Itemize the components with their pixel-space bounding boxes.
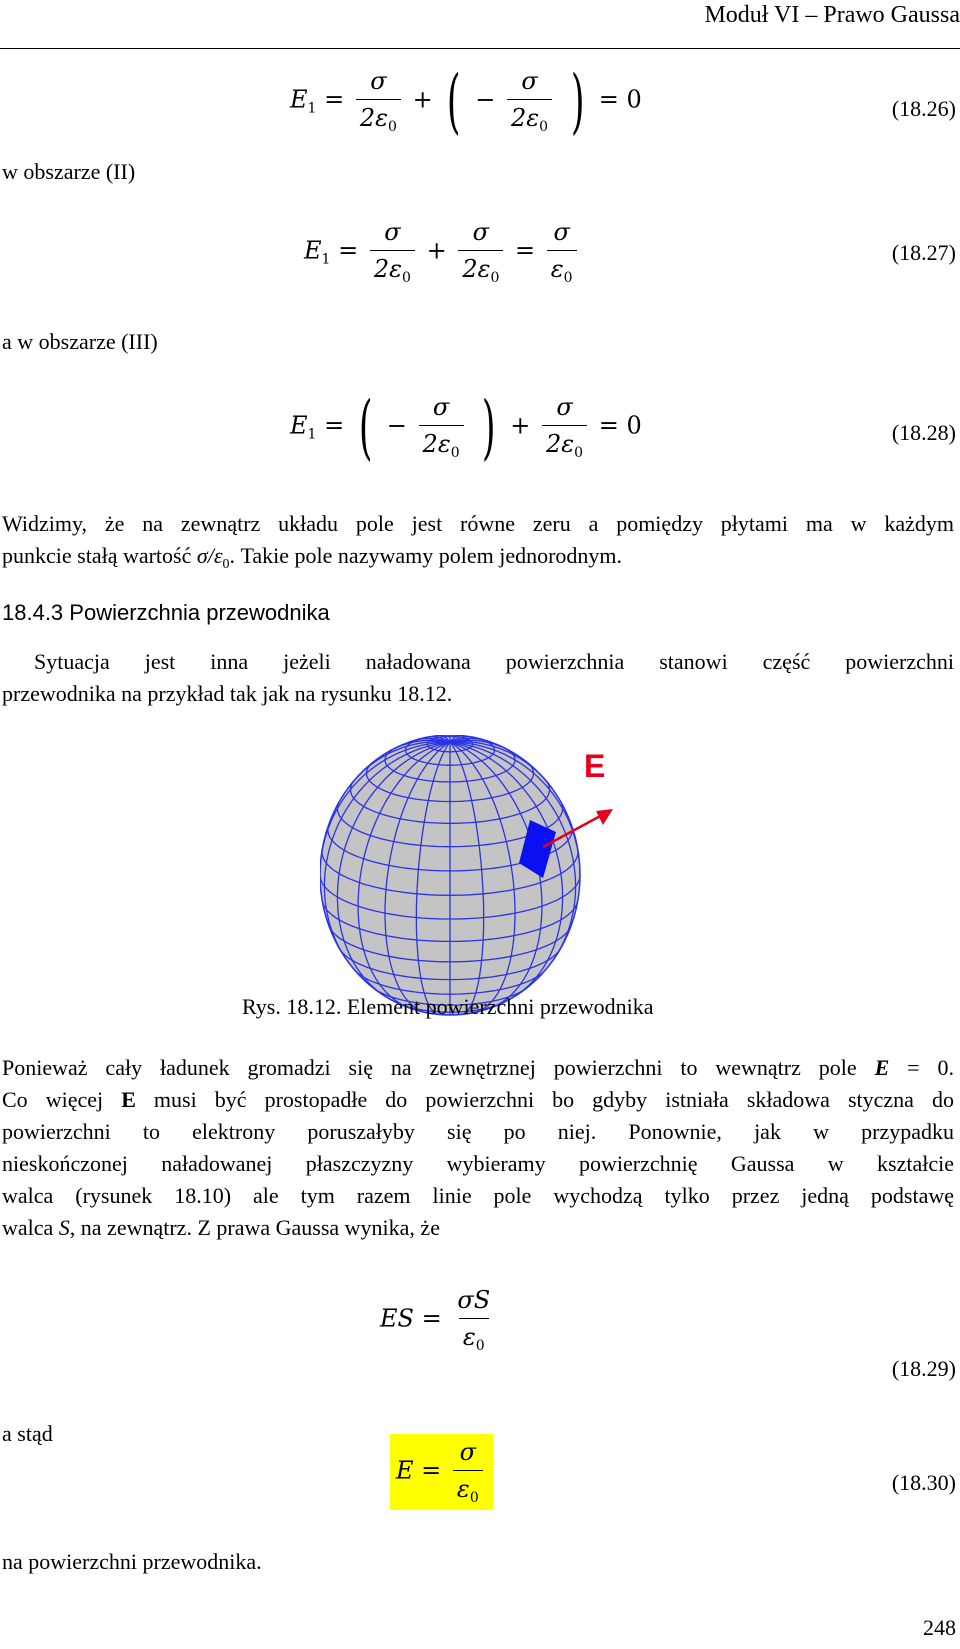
paragraph-line: powierzchni to elektrony poruszałyby się po niej. Ponownie, jak w przypadku [2, 1119, 954, 1144]
equation-number-18-29: (18.29) [891, 1356, 956, 1381]
label-hence: a stąd [2, 1421, 53, 1446]
equation-18-27: $E_1$ = $\frac{\sigma}{2\varepsilon_0}$ + $\frac{\sigma}{2\varepsilon_0}$ = $\frac{\sigma}{\varepsilon_0}$ [304, 218, 581, 286]
figure-caption: Rys. 18.12. Element powierzchni przewodnika [242, 994, 654, 1019]
closing-text: na powierzchni przewodnika. [2, 1549, 262, 1574]
label-region-3: a w obszarze (III) [2, 329, 158, 354]
figure-sphere [320, 735, 660, 1020]
page-number: 248 [923, 1615, 956, 1640]
paragraph-line: Widzimy, że na zewnątrz układu pole jest równe zeru a pomiędzy płytami ma w każdym [2, 511, 954, 536]
paragraph-line: walca S, na zewnątrz. Z prawa Gaussa wynika, że [2, 1215, 440, 1240]
paragraph-line: Co więcej E musi być prostopadłe do powierzchni bo gdyby istniała składowa styczna do [2, 1087, 954, 1112]
equation-18-28: $E_1$ = ( − $\frac{\sigma}{2\varepsilon_0}$ ) + $\frac{\sigma}{2\varepsilon_0}$ = 0 [290, 386, 642, 468]
paragraph-line: nieskończonej naładowanej płaszczyzny wybieramy powierzchnię Gaussa w kształcie [2, 1151, 954, 1176]
page-header: Moduł VI – Prawo Gaussa [704, 2, 960, 28]
field-label-E: E [584, 748, 606, 784]
paragraph-line: przewodnika na przykład tak jak na rysunku 18.12. [2, 681, 453, 706]
paragraph-line: punkcie stałą wartość $\sigma/\varepsilon_0$. Takie pole nazywamy polem jednorodnym. [2, 543, 623, 572]
equation-18-26: $E_1$ = $\frac{\sigma}{2\varepsilon_0}$ + ( − $\frac{\sigma}{2\varepsilon_0}$ ) = 0 [290, 60, 642, 142]
header-divider [0, 48, 960, 49]
label-region-2: w obszarze (II) [2, 159, 136, 184]
section-title: 18.4.3 Powierzchnia przewodnika [2, 600, 330, 625]
equation-number-18-28: (18.28) [891, 420, 956, 445]
paragraph-line: walca (rysunek 18.10) ale tym razem linie pole wychodzą tylko przez jedną podstawę [2, 1183, 954, 1208]
paragraph-line: Ponieważ cały ładunek gromadzi się na zewnętrznej powierzchni to wewnątrz pole E = 0. [2, 1055, 954, 1080]
equation-18-30: E = $\frac{\sigma}{\varepsilon_0}$ [390, 1434, 493, 1510]
equation-18-29: ES = $\frac{\sigma S}{\varepsilon_0}$ [380, 1286, 491, 1354]
equation-number-18-27: (18.27) [891, 240, 956, 265]
sphere-diagram [320, 735, 660, 1020]
paragraph-line: Sytuacja jest inna jeżeli naładowana powierzchnia stanowi część powierzchni [34, 649, 954, 674]
equation-number-18-30: (18.30) [891, 1470, 956, 1495]
equation-number-18-26: (18.26) [891, 96, 956, 121]
